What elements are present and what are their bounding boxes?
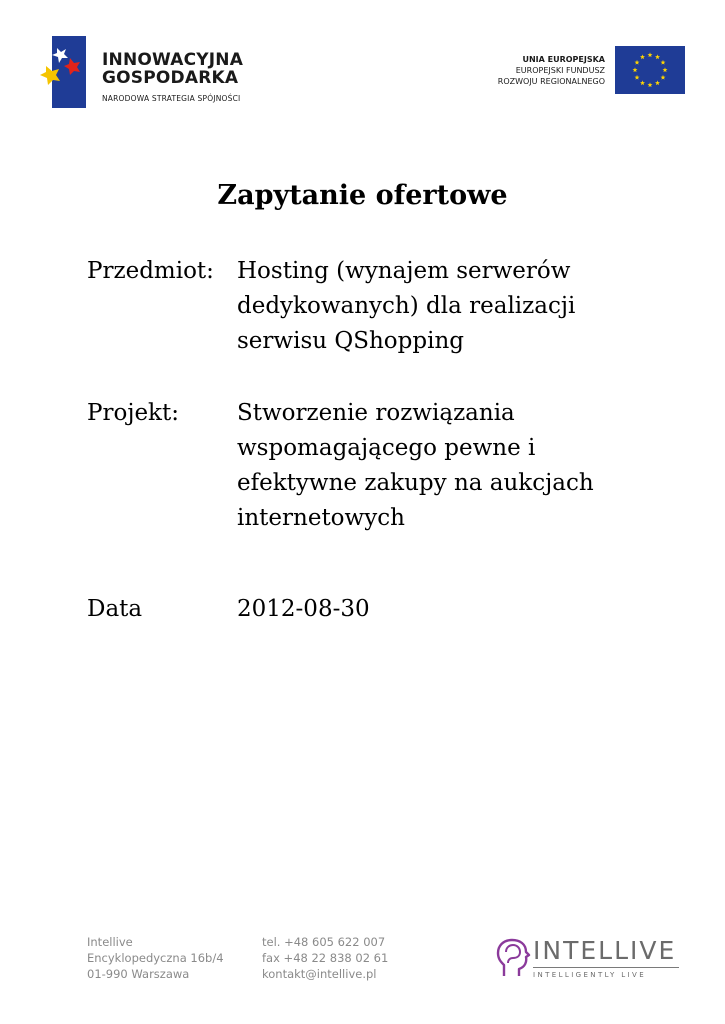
footer-contact bbox=[262, 934, 388, 982]
footer-phone: tel. +48 605 622 007 bbox=[262, 935, 386, 949]
ig-logo-line1: INNOWACYJNA bbox=[102, 50, 244, 70]
intellive-logo bbox=[495, 936, 685, 984]
intellive-brand-name: INTELLIVE bbox=[533, 936, 677, 965]
eu-logo-text bbox=[498, 54, 605, 87]
subject-label: Przedmiot: bbox=[87, 258, 214, 284]
ig-logo-title bbox=[102, 51, 243, 87]
footer-city: 01-990 Warszawa bbox=[87, 967, 190, 981]
subject-row bbox=[87, 254, 667, 364]
date-value: 2012-08-30 bbox=[237, 596, 370, 622]
date-label: Data bbox=[87, 596, 143, 622]
project-value: Stworzenie rozwiązania wspomagającego pewne i efektywne zakupy na aukcjach internetowych bbox=[237, 400, 594, 531]
ig-emblem-icon bbox=[40, 36, 86, 108]
head-profile-icon bbox=[495, 938, 531, 978]
footer-fax: fax +48 22 838 02 61 bbox=[262, 951, 389, 965]
document-title: Zapytanie ofertowe bbox=[217, 180, 508, 211]
footer-company: Intellive bbox=[87, 935, 133, 949]
eu-logo bbox=[465, 46, 685, 96]
project-row bbox=[87, 396, 667, 541]
ig-logo-line2: GOSPODARKA bbox=[102, 68, 239, 88]
eu-logo-line1: UNIA EUROPEJSKA bbox=[522, 55, 605, 64]
footer-email[interactable]: kontakt@intellive.pl bbox=[262, 967, 377, 981]
date-row bbox=[87, 592, 667, 632]
intellive-tagline: INTELLIGENTLY LIVE bbox=[533, 967, 679, 979]
eu-flag-icon bbox=[615, 46, 685, 94]
footer-street: Encyklopedyczna 16b/4 bbox=[87, 951, 224, 965]
eu-logo-line3: ROZWOJU REGIONALNEGO bbox=[497, 77, 605, 86]
project-label: Projekt: bbox=[87, 400, 179, 426]
eu-logo-line2: EUROPEJSKI FUNDUSZ bbox=[515, 66, 605, 75]
innowacyjna-gospodarka-logo bbox=[40, 36, 280, 112]
footer-address bbox=[87, 934, 224, 982]
ig-logo-subtitle: NARODOWA STRATEGIA SPÓJNOŚCI bbox=[102, 94, 241, 103]
subject-value: Hosting (wynajem serwerów dedykowanych) dla realizacji serwisu QShopping bbox=[237, 258, 576, 354]
